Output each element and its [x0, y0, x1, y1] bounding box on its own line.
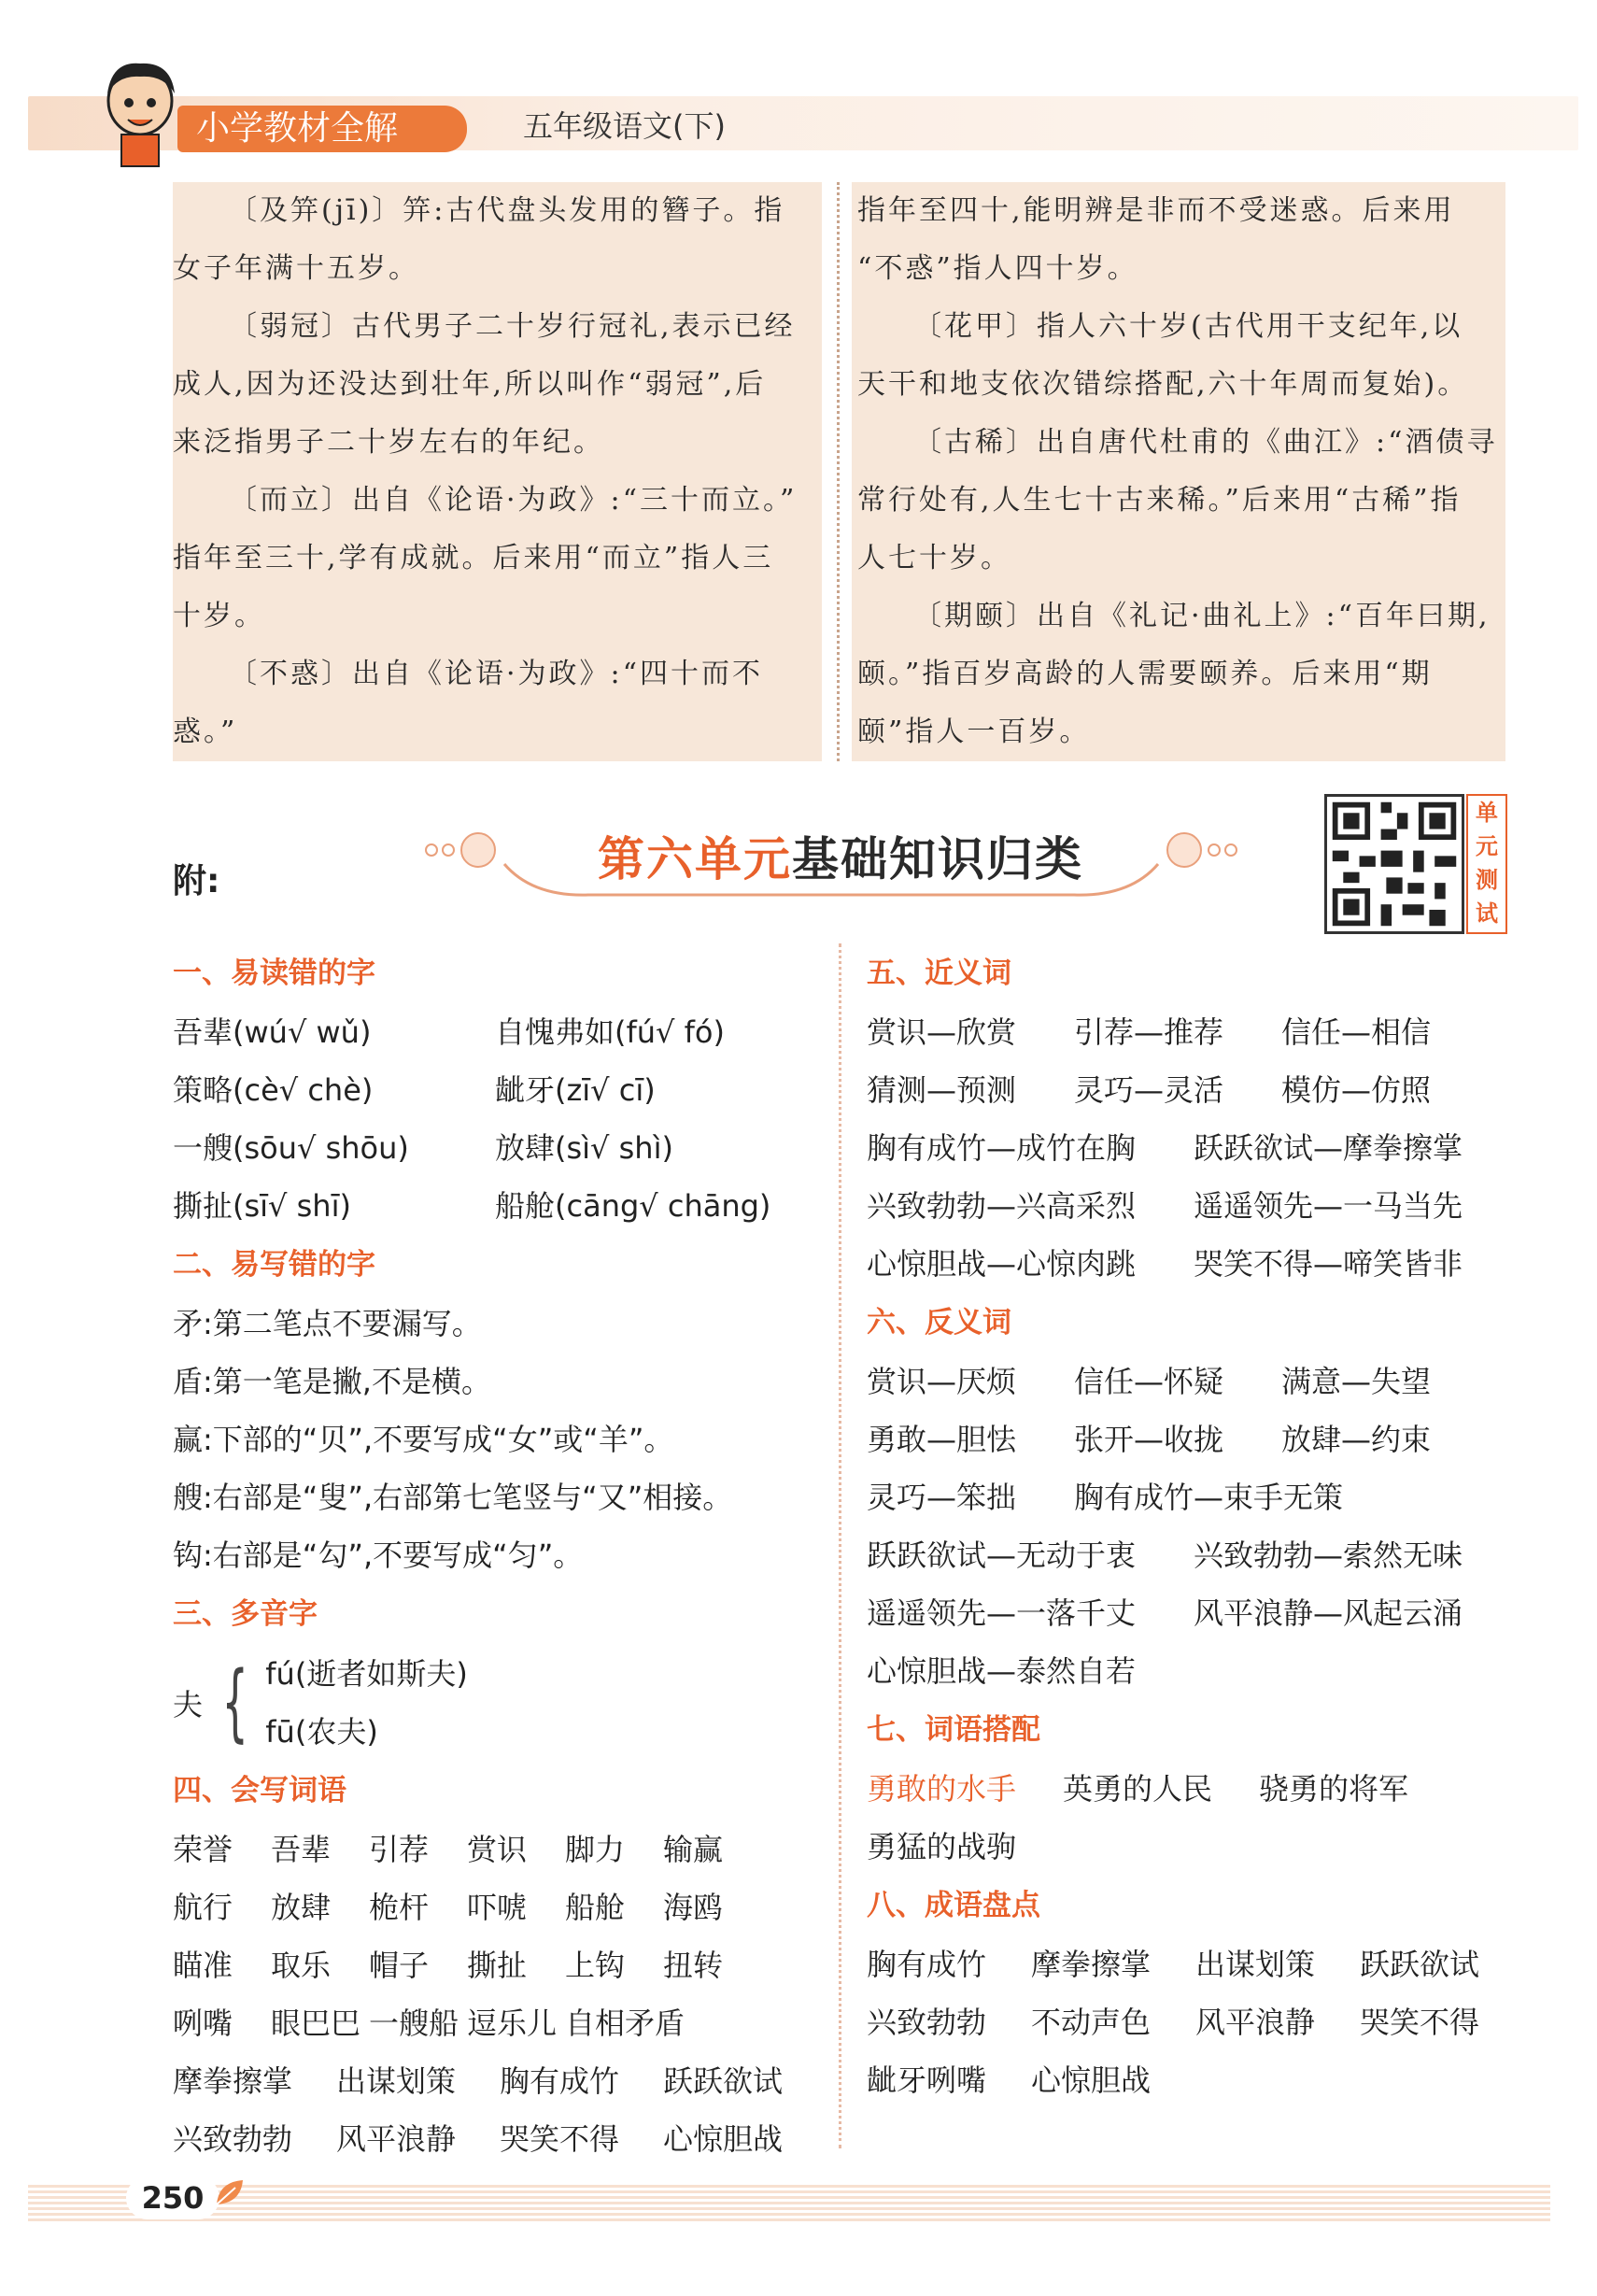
- idiom-item: 出谋划策: [1195, 1947, 1316, 1982]
- pinyin-row: [173, 1119, 827, 1177]
- word-item: 扭转: [663, 1948, 724, 1983]
- synonym-pair: 猜测—预测: [867, 1072, 1017, 1108]
- pinyin-item: 船舱(cāng√ chāng): [495, 1188, 771, 1224]
- word-item: 引荐: [369, 1832, 430, 1867]
- word-row: [173, 1936, 827, 1994]
- page-number: 250: [126, 2176, 219, 2219]
- note-line: 〔期颐〕出自《礼记·曲礼上》:“百年曰期,: [913, 600, 1491, 632]
- idiom-item: 跃跃欲试: [1360, 1947, 1480, 1982]
- synonym-pair: 兴致勃勃—兴高采烈: [867, 1188, 1137, 1224]
- word-pair-row: [867, 1177, 1520, 1235]
- word-item: 船舱: [565, 1890, 626, 1925]
- word-pair-row: [867, 1235, 1520, 1293]
- idiom-row: [867, 2051, 1520, 2109]
- word-item: 风平浪静: [336, 2121, 457, 2157]
- word-item: 海鸥: [663, 1890, 724, 1925]
- idiom-item: 不动声色: [1031, 2005, 1152, 2040]
- word-item: 咧嘴: [173, 2005, 233, 2041]
- word-pair-row: [867, 1003, 1520, 1061]
- qr-code-icon[interactable]: [1324, 794, 1464, 934]
- pinyin-row: [173, 1177, 827, 1235]
- note-line: 颐。”指百岁高龄的人需要颐养。后来用“期: [857, 658, 1433, 690]
- synonym-pair: 赏识—欣赏: [867, 1014, 1017, 1050]
- word-item: 哭笑不得: [500, 2121, 620, 2157]
- pinyin-item: 一艘(sōu√ shōu): [173, 1130, 409, 1166]
- word-item: 脚力: [565, 1832, 626, 1867]
- word-item: 输赢: [663, 1832, 724, 1867]
- antonym-pair: 勇敢—胆怯: [867, 1422, 1017, 1457]
- collocation-highlight: 勇敢的水手: [867, 1771, 1017, 1807]
- note-line: 常行处有,人生七十古来稀。”后来用“古稀”指: [857, 484, 1462, 517]
- antonym-pair: 风平浪静—风起云涌: [1194, 1595, 1463, 1631]
- note-line: 指年至四十,能明辨是非而不受迷惑。后来用: [857, 194, 1455, 227]
- polyphone-reading: fú(逝者如斯夫): [265, 1655, 468, 1692]
- synonym-pair: 跃跃欲试—摩拳擦掌: [1194, 1130, 1463, 1166]
- word-item: 摩拳擦掌: [173, 2063, 293, 2099]
- appendix-label: 附:: [173, 862, 220, 900]
- antonym-pair: 心惊胆战—泰然自若: [867, 1653, 1137, 1689]
- idiom-item: 龇牙咧嘴: [867, 2062, 987, 2098]
- word-item: 出谋划策: [336, 2063, 457, 2099]
- synonym-pair: 灵巧—灵活: [1074, 1072, 1224, 1108]
- antonym-pair: 兴致勃勃—索然无味: [1194, 1538, 1463, 1573]
- note-line: 〔而立〕出自《论语·为政》:“三十而立。”: [229, 484, 798, 517]
- antonym-pair: 信任—怀疑: [1074, 1364, 1224, 1399]
- note-line: 成人,因为还没达到壮年,所以叫作“弱冠”,后: [173, 368, 767, 401]
- antonym-pair: 放肆—约束: [1281, 1422, 1432, 1457]
- antonym-pair: 跃跃欲试—无动于衷: [867, 1538, 1137, 1573]
- pinyin-item: 吾辈(wú√ wǔ): [173, 1014, 372, 1050]
- antonym-pair: 满意—失望: [1281, 1364, 1432, 1399]
- word-item: 取乐: [271, 1948, 332, 1983]
- word-item: 逗乐儿: [467, 2005, 558, 2041]
- collocation-item: 骁勇的将军: [1259, 1771, 1409, 1807]
- antonym-pair: 张开—收拢: [1074, 1422, 1224, 1457]
- note-line: 〔花甲〕指人六十岁(古代用干支纪年,以: [913, 310, 1463, 343]
- note-line: 女子年满十五岁。: [173, 252, 419, 285]
- section-heading: 一、易读错的字: [173, 957, 375, 990]
- word-pair-row: [867, 1410, 1520, 1468]
- leaf-icon: [213, 2176, 247, 2210]
- section-title: 第六单元基础知识归类: [598, 832, 1083, 886]
- pinyin-row: [173, 1061, 827, 1119]
- writing-tip-row: 艘:右部是“叟”,右部第七笔竖与“又”相接。: [173, 1480, 733, 1515]
- idiom-row: [867, 1935, 1520, 1993]
- brace-icon: {: [221, 1652, 248, 1751]
- collocation-row: 勇猛的战驹: [867, 1829, 1017, 1864]
- note-line: 人七十岁。: [857, 542, 1011, 574]
- word-item: 眼巴巴: [271, 2005, 361, 2041]
- synonym-pair: 哭笑不得—啼笑皆非: [1194, 1246, 1463, 1282]
- idiom-item: 哭笑不得: [1360, 2005, 1480, 2040]
- idiom-row: [867, 1993, 1520, 2051]
- idiom-item: 兴致勃勃: [867, 2005, 987, 2040]
- left-column: [173, 943, 827, 2168]
- writing-tip-row: 矛:第二笔点不要漏写。: [173, 1306, 482, 1341]
- polyphone-reading: fū(农夫): [265, 1713, 378, 1750]
- note-line: 颐”指人一百岁。: [857, 716, 1091, 748]
- writing-tip-row: 盾:第一笔是撇,不是横。: [173, 1364, 491, 1399]
- pinyin-item: 策略(cè√ chè): [173, 1072, 374, 1108]
- word-pair-row: [867, 1468, 1520, 1526]
- section-heading: 二、易写错的字: [173, 1248, 375, 1282]
- notes-left-text: [173, 182, 827, 761]
- polyphone-char: 夫: [173, 1686, 204, 1722]
- synonym-pair: 心惊胆战—心惊肉跳: [867, 1246, 1137, 1282]
- word-item: 兴致勃勃: [173, 2121, 293, 2157]
- word-item: 放肆: [271, 1890, 332, 1925]
- right-column: [867, 943, 1520, 2109]
- idiom-item: 心惊胆战: [1031, 2062, 1152, 2098]
- synonym-pair: 胸有成竹—成竹在胸: [867, 1130, 1137, 1166]
- section-heading: 四、会写词语: [173, 1774, 346, 1807]
- section-heading: 八、成语盘点: [867, 1889, 1040, 1922]
- word-pair-row: [867, 1584, 1520, 1642]
- word-row: [173, 1994, 827, 2052]
- word-item: 航行: [173, 1890, 233, 1925]
- section-heading: 三、多音字: [173, 1597, 318, 1631]
- pinyin-item: 撕扯(sī√ shī): [173, 1188, 351, 1224]
- note-line: 指年至三十,学有成就。后来用“而立”指人三: [173, 542, 774, 574]
- word-item: 帽子: [369, 1948, 430, 1983]
- collocation-item: 英勇的人民: [1063, 1771, 1213, 1807]
- pinyin-item: 自愧弗如(fú√ fó): [495, 1014, 725, 1050]
- pinyin-item: 龇牙(zī√ cī): [495, 1072, 656, 1108]
- word-item: 自相矛盾: [565, 2005, 685, 2041]
- note-line: 十岁。: [173, 600, 265, 632]
- note-line: 来泛指男子二十岁左右的年纪。: [173, 426, 604, 459]
- notes-right-text: [857, 182, 1511, 761]
- word-item: 荣誉: [173, 1832, 233, 1867]
- subject-title: 五年级语文(下): [523, 108, 726, 144]
- synonym-pair: 信任—相信: [1281, 1014, 1432, 1050]
- word-item: 胸有成竹: [500, 2063, 620, 2099]
- word-item: 上钩: [565, 1948, 626, 1983]
- word-row: [173, 2052, 827, 2110]
- pinyin-row: [173, 1003, 827, 1061]
- word-row: [173, 2110, 827, 2168]
- polyphone-group: [173, 1644, 827, 1761]
- idiom-item: 摩拳擦掌: [1031, 1947, 1152, 1982]
- antonym-pair: 赏识—厌烦: [867, 1364, 1017, 1399]
- note-line: 〔不惑〕出自《论语·为政》:“四十而不惑。”: [173, 658, 763, 748]
- section-heading: 五、近义词: [867, 957, 1011, 990]
- writing-tip-row: 钩:右部是“勾”,不要写成“匀”。: [173, 1538, 584, 1573]
- section-heading: 七、词语搭配: [867, 1713, 1040, 1747]
- word-pair-row: [867, 1353, 1520, 1410]
- note-line: “不惑”指人四十岁。: [857, 252, 1138, 285]
- pinyin-item: 放肆(sì√ shì): [495, 1130, 673, 1166]
- note-line: 天干和地支依次错综搭配,六十年周而复始)。: [857, 368, 1469, 401]
- word-item: 桅杆: [369, 1890, 430, 1925]
- word-item: 跃跃欲试: [663, 2063, 784, 2099]
- word-item: 瞄准: [173, 1948, 233, 1983]
- word-pair-row: [867, 1642, 1520, 1700]
- antonym-pair: 胸有成竹—束手无策: [1074, 1480, 1344, 1515]
- unit-test-label[interactable]: 单元测试: [1466, 794, 1507, 934]
- antonym-pair: 灵巧—笨拙: [867, 1480, 1017, 1515]
- column-divider-lower: [839, 943, 841, 2148]
- column-divider: [837, 182, 840, 761]
- word-pair-row: [867, 1119, 1520, 1177]
- note-line: 〔弱冠〕古代男子二十岁行冠礼,表示已经: [229, 310, 796, 343]
- section-heading: 六、反义词: [867, 1306, 1011, 1339]
- synonym-pair: 引荐—推荐: [1074, 1014, 1224, 1050]
- note-line: 〔及笄(jī)〕笄:古代盘头发用的簪子。指: [229, 194, 785, 227]
- word-item: 赏识: [467, 1832, 528, 1867]
- word-pair-row: [867, 1526, 1520, 1584]
- boy-mascot-icon: [89, 56, 191, 168]
- word-item: 一艘船: [369, 2005, 459, 2041]
- collocation-row: [867, 1760, 1520, 1818]
- idiom-item: 风平浪静: [1195, 2005, 1316, 2040]
- word-item: 心惊胆战: [663, 2121, 784, 2157]
- note-line: 〔古稀〕出自唐代杜甫的《曲江》:“酒债寻: [913, 426, 1498, 459]
- synonym-pair: 模仿—仿照: [1281, 1072, 1432, 1108]
- footer-band: [28, 2184, 1550, 2221]
- word-item: 撕扯: [467, 1948, 528, 1983]
- book-logo: 小学教材全解: [177, 106, 467, 152]
- word-row: [173, 1821, 827, 1878]
- writing-tip-row: 赢:下部的“贝”,不要写成“女”或“羊”。: [173, 1422, 674, 1457]
- word-pair-row: [867, 1061, 1520, 1119]
- word-item: 吓唬: [467, 1890, 528, 1925]
- word-item: 吾辈: [271, 1832, 332, 1867]
- idiom-item: 胸有成竹: [867, 1947, 987, 1982]
- synonym-pair: 遥遥领先—一马当先: [1194, 1188, 1463, 1224]
- antonym-pair: 遥遥领先—一落千丈: [867, 1595, 1137, 1631]
- word-row: [173, 1878, 827, 1936]
